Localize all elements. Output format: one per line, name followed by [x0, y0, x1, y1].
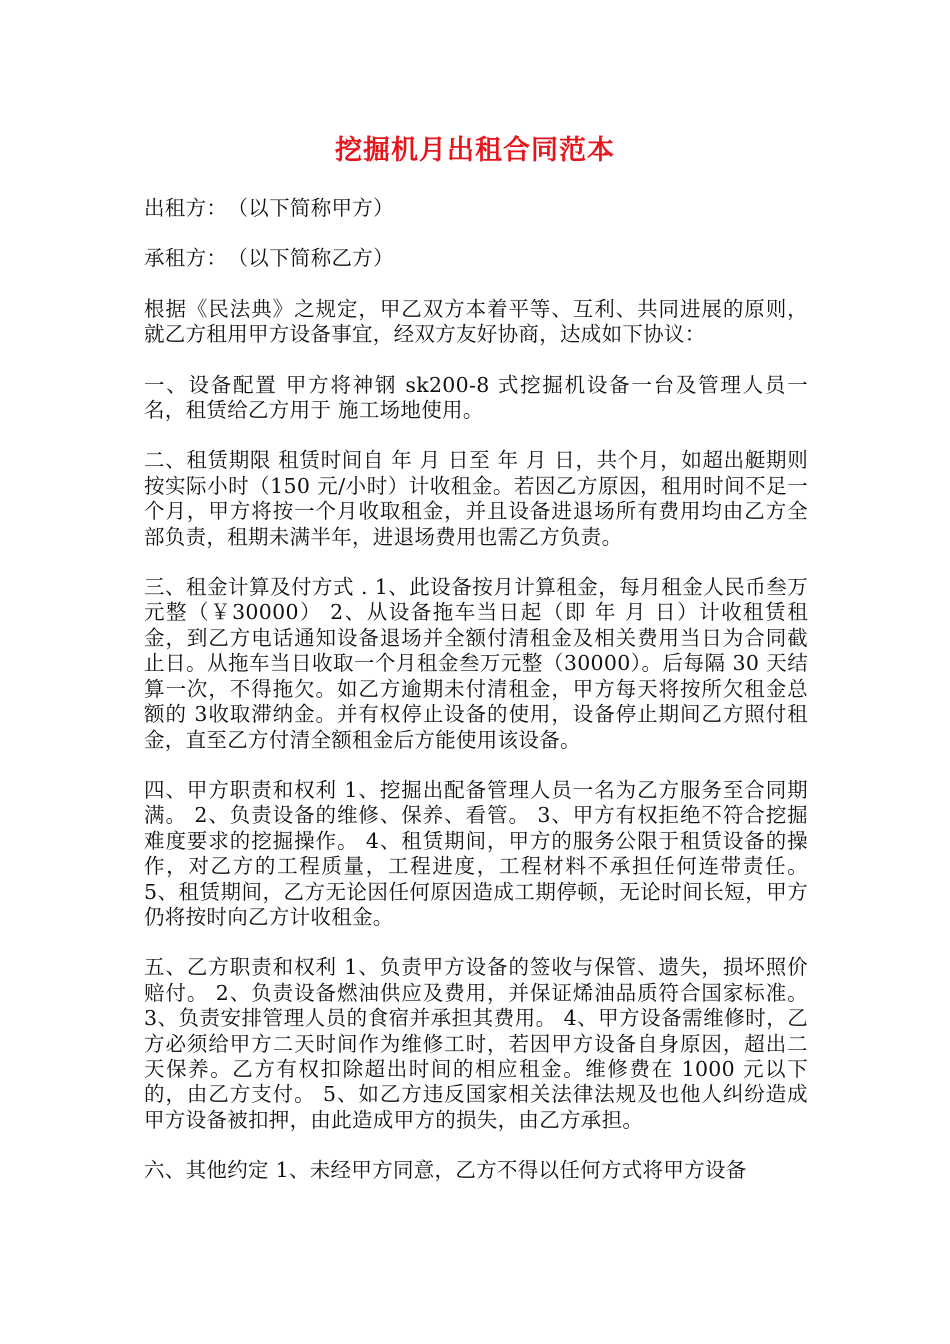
- clause-3-rent-payment: 三、租金计算及付方式 . 1、此设备按月计算租金，每月租金人民币叁万元整（￥30000） 2、从设备拖车当日起（即 年 月 日）计收租赁租金，到乙方电话通知设备退场并全额付清租金及相关费用当日为合同截止日。从拖车当日收取一个月租金叁万元整（30000）。后每隔 30 天结算一次，不得拖欠。如乙方逾期未付清租金，甲方每天将按所欠租金总额的 3收取滞纳金。并有权停止设备的使用，设备停止期间乙方照付租金，直至乙方付清全额租金后方能使用该设备。: [144, 575, 808, 752]
- clause-6-other-terms: 六、其他约定 1、未经甲方同意，乙方不得以任何方式将甲方设备: [144, 1158, 747, 1183]
- clause-5-lessee-duties: 五、乙方职责和权利 1、负责甲方设备的签收与保管、遗失，损坏照价赔付。 2、负责设备燃油供应及费用，并保证烯油品质符合国家标准。 3、负责安排管理人员的食宿并承担其费用。 4、甲方设备需维修时，乙方必须给甲方二天时间作为维修工时，若因甲方设备自身原因，超出二天保养。乙方有权扣除超出时间的相应租金。维修费在 1000 元以下的，由乙方支付。 5、如乙方违反国家相关法律法规及也他人纠纷造成甲方设备被扣押，由此造成甲方的损失，由乙方承担。: [144, 955, 808, 1132]
- lessee-line: 承租方： （以下简称乙方）: [144, 246, 394, 271]
- clause-2-lease-term: 二、租赁期限 租赁时间自 年 月 日至 年 月 日，共个月，如超出艇期则按实际小时（150 元/小时）计收租金。若因乙方原因，租用时间不足一个月，甲方将按一个月收取租金，并且设备进退场所有费用均由乙方全部负责，租期未满半年，进退场费用也需乙方负责。: [144, 448, 808, 549]
- clause-1-equipment: 一、设备配置 甲方将神钢 sk200-8 式挖掘机设备一台及管理人员一名，租赁给乙方用于 施工场地使用。: [144, 372, 808, 423]
- lessor-line: 出租方： （以下简称甲方）: [144, 196, 394, 220]
- document-body: [144, 196, 808, 1184]
- clause-4-lessor-duties: 四、甲方职责和权利 1、挖掘出配备管理人员一名为乙方服务至合同期满。 2、负责设备的维修、保养、看管。 3、甲方有权拒绝不符合挖掘难度要求的挖掘操作。 4、租赁期间，甲方的服务公限于租赁设备的操作，对乙方的工程质量，工程进度，工程材料不承担任何连带责任。 5、租赁期间，乙方无论因任何原因造成工期停顿，无论时间长短，甲方仍将按时向乙方计收租金。: [144, 777, 808, 929]
- document-title: 挖掘机月出租合同范本: [335, 135, 615, 166]
- preamble-paragraph: 根据《民法典》之规定，甲乙双方本着平等、互利、共同进展的原则，就乙方租用甲方设备事宜，经双方友好协商，达成如下协议：: [144, 296, 808, 347]
